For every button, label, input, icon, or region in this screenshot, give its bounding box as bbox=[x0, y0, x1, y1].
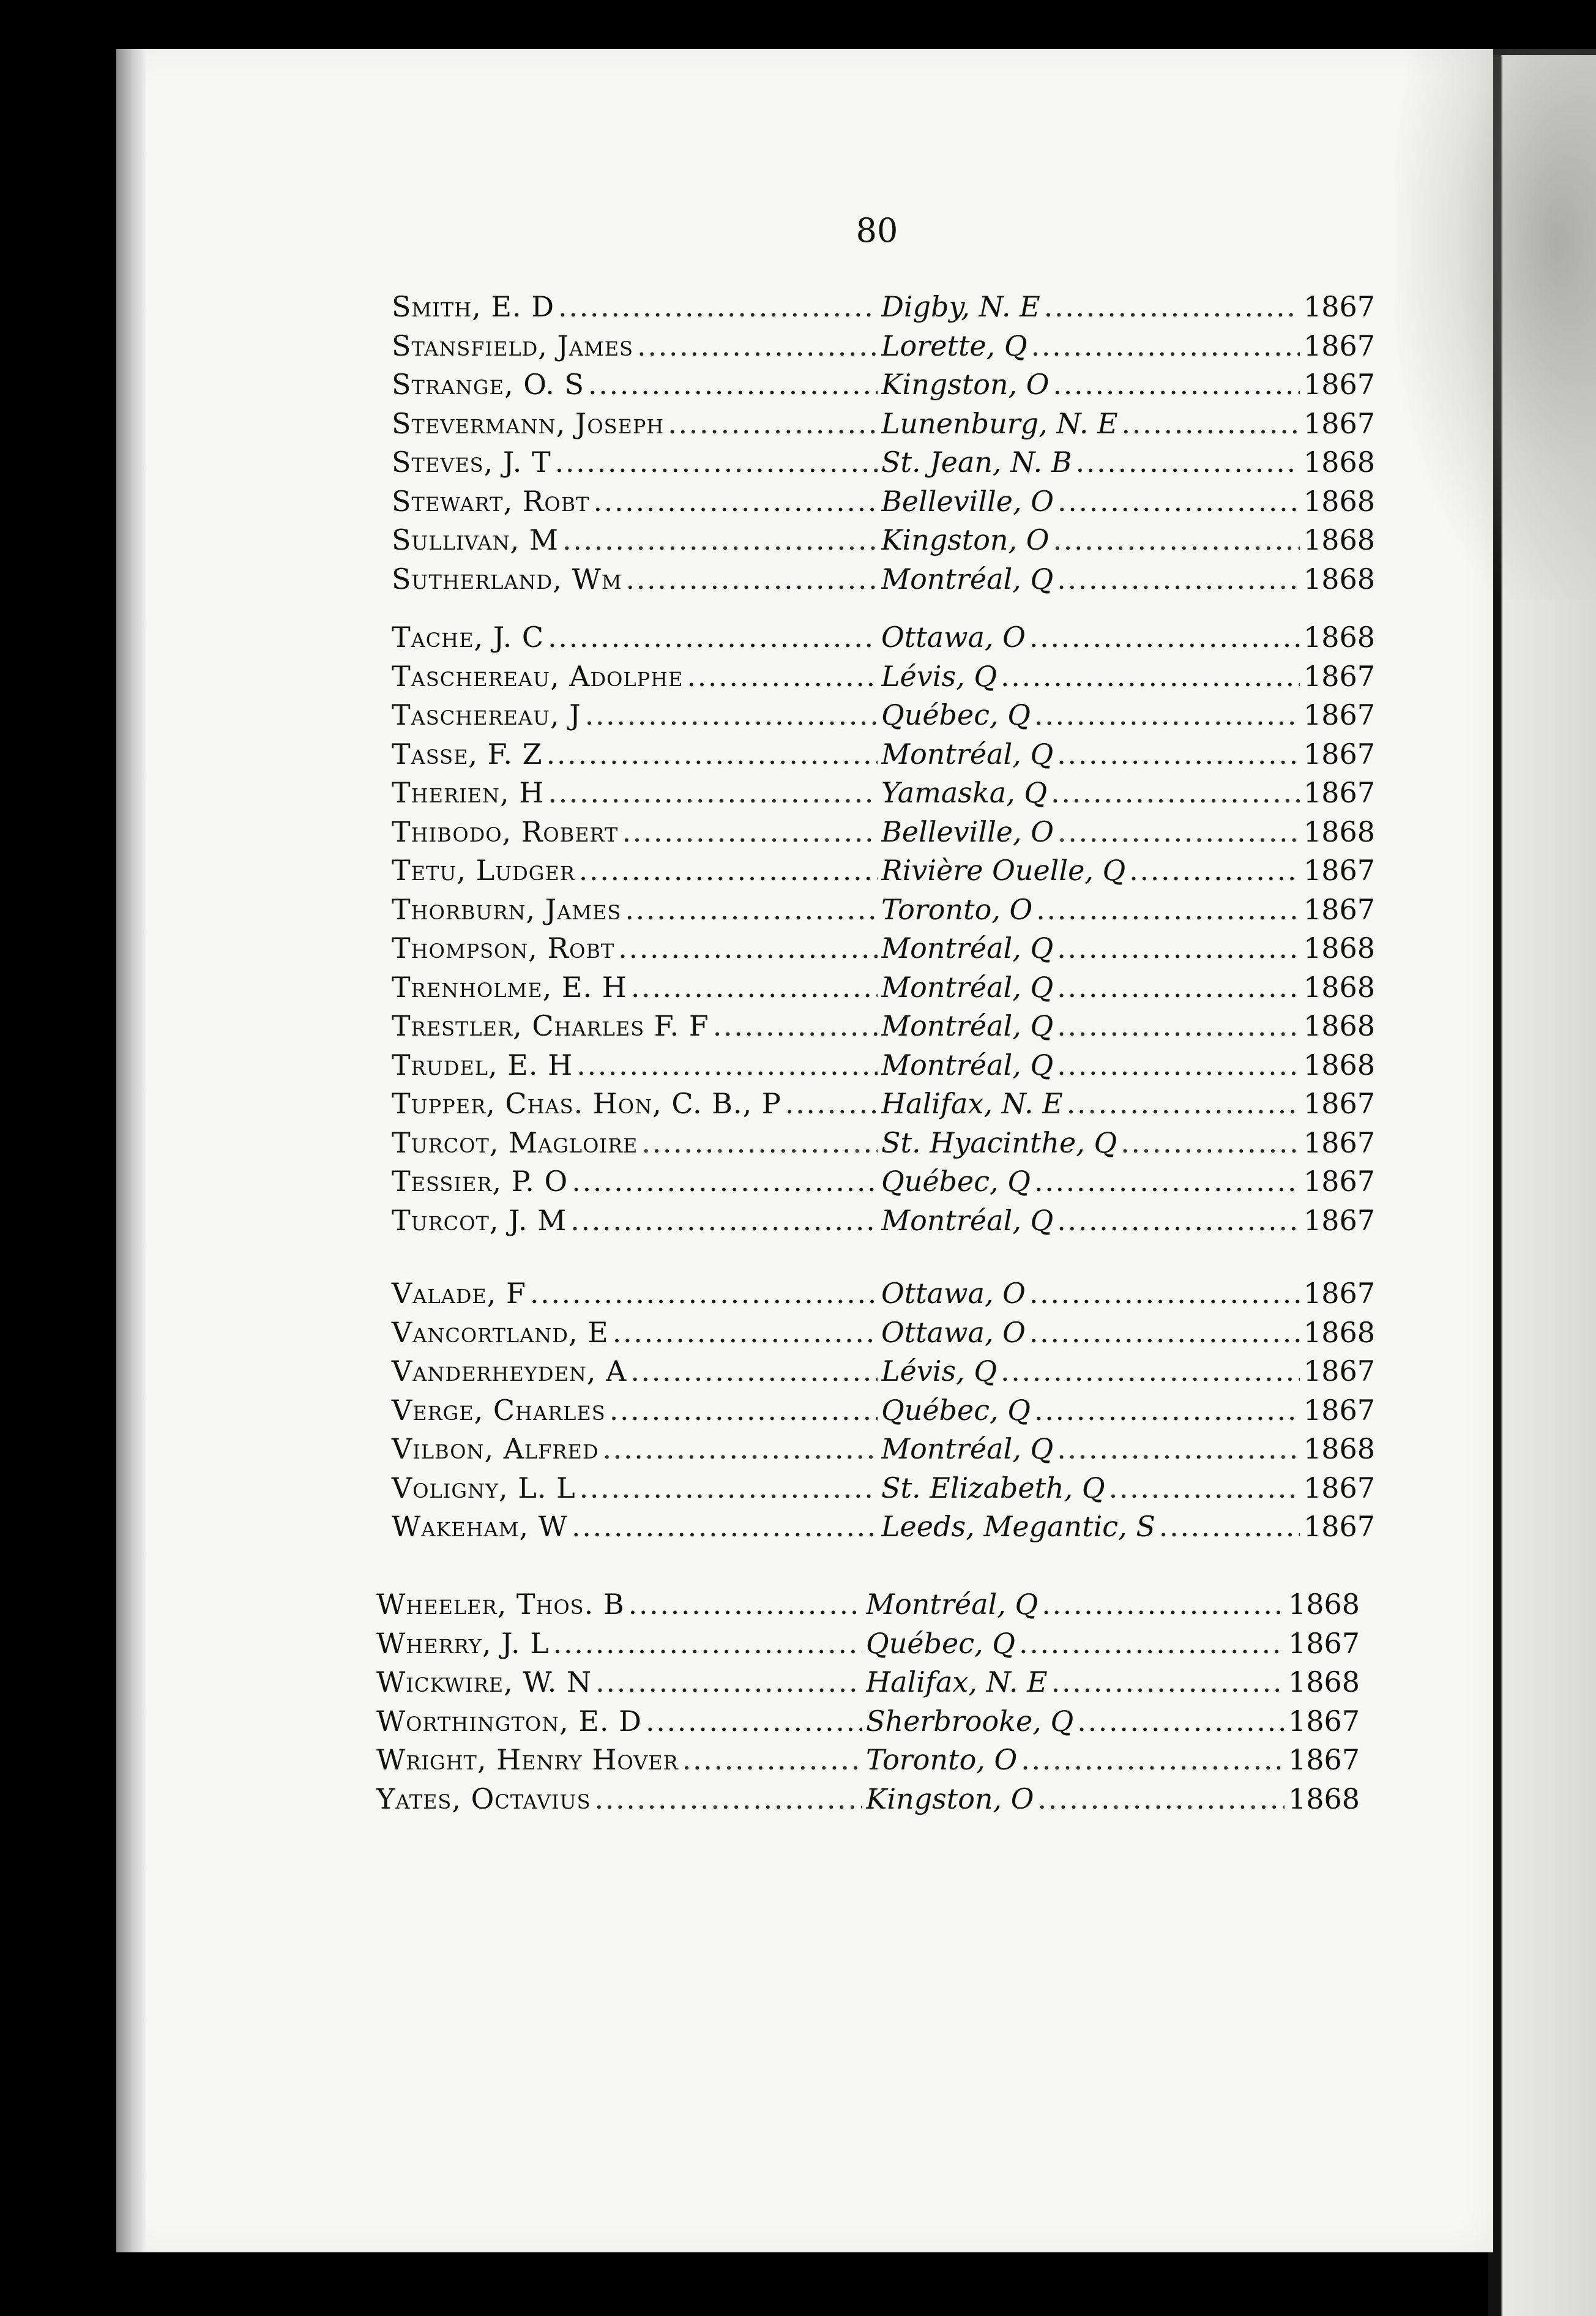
member-place: Montréal, Q bbox=[881, 1009, 1054, 1042]
list-item bbox=[392, 1274, 1376, 1313]
member-place: Québec, Q bbox=[881, 698, 1031, 731]
dot-leader bbox=[1034, 1391, 1300, 1430]
member-name: Wakeham, W bbox=[392, 1510, 568, 1543]
dot-leader bbox=[625, 891, 878, 930]
list-item bbox=[392, 1430, 1376, 1469]
dot-leader bbox=[631, 968, 878, 1007]
dot-leader bbox=[1122, 405, 1300, 444]
dot-leader bbox=[579, 851, 878, 891]
list-item bbox=[392, 1352, 1376, 1391]
place-column bbox=[881, 618, 1303, 657]
place-column bbox=[881, 1352, 1303, 1391]
list-item bbox=[392, 618, 1376, 657]
member-place: St. Elizabeth, Q bbox=[881, 1471, 1105, 1504]
place-column bbox=[881, 1507, 1303, 1547]
place-column bbox=[881, 891, 1303, 930]
member-place: Belleville, O bbox=[881, 484, 1054, 518]
dot-leader bbox=[562, 521, 878, 560]
place-column bbox=[866, 1663, 1288, 1702]
member-place: Toronto, O bbox=[866, 1743, 1018, 1776]
member-place: Rivière Ouelle, Q bbox=[881, 854, 1126, 887]
list-item bbox=[392, 657, 1376, 697]
place-column bbox=[881, 1469, 1303, 1508]
dot-leader bbox=[610, 1391, 878, 1430]
dot-leader bbox=[1038, 1780, 1285, 1819]
dot-leader bbox=[1053, 521, 1300, 560]
member-name: Tupper, Chas. Hon, C. B., P bbox=[392, 1087, 781, 1120]
list-item bbox=[392, 560, 1376, 599]
member-year: 1867 bbox=[1303, 368, 1376, 401]
dot-leader bbox=[1029, 1313, 1300, 1353]
member-name: Taschereau, J bbox=[392, 698, 581, 731]
dot-leader bbox=[572, 1507, 878, 1547]
member-name: Thibodo, Robert bbox=[392, 815, 619, 848]
place-column bbox=[881, 443, 1303, 482]
member-place: Kingston, O bbox=[881, 523, 1050, 556]
list-item bbox=[376, 1702, 1360, 1741]
member-place: Halifax, N. E bbox=[881, 1087, 1063, 1120]
member-year: 1868 bbox=[1303, 621, 1376, 654]
dot-leader bbox=[576, 1046, 878, 1085]
dot-leader bbox=[785, 1085, 878, 1124]
member-name: Wickwire, W. N bbox=[376, 1665, 592, 1698]
list-item bbox=[392, 1507, 1376, 1547]
member-year: 1867 bbox=[1303, 1165, 1376, 1198]
member-name: Voligny, L. L bbox=[392, 1471, 576, 1504]
member-name: Wright, Henry Hover bbox=[376, 1743, 679, 1776]
member-year: 1868 bbox=[1288, 1782, 1360, 1815]
dot-leader bbox=[1034, 696, 1300, 735]
member-place: Montréal, Q bbox=[881, 1432, 1054, 1465]
dot-leader bbox=[588, 365, 878, 405]
place-column bbox=[866, 1780, 1288, 1819]
member-year: 1867 bbox=[1303, 1203, 1376, 1237]
place-column bbox=[881, 1313, 1303, 1353]
dot-leader bbox=[1051, 1663, 1285, 1702]
member-name: Stevermann, Joseph bbox=[392, 406, 665, 440]
list-item bbox=[392, 521, 1376, 560]
dot-leader bbox=[546, 735, 878, 774]
member-name: Steves, J. T bbox=[392, 446, 551, 479]
place-column bbox=[866, 1585, 1288, 1624]
member-year: 1868 bbox=[1303, 932, 1376, 965]
section-s bbox=[392, 288, 1376, 599]
dot-leader bbox=[595, 1780, 862, 1819]
member-name: Taschereau, Adolphe bbox=[392, 659, 684, 693]
dot-leader bbox=[572, 1162, 878, 1201]
dot-leader bbox=[1031, 327, 1300, 366]
member-place: Lévis, Q bbox=[881, 1354, 998, 1388]
dot-leader bbox=[1057, 1007, 1300, 1046]
place-column bbox=[881, 968, 1303, 1007]
member-year: 1867 bbox=[1288, 1743, 1360, 1776]
member-name: Stansfield, James bbox=[392, 329, 634, 362]
dot-leader bbox=[593, 482, 878, 521]
dot-leader bbox=[713, 1007, 878, 1046]
member-name: Trenholme, E. H bbox=[392, 970, 627, 1004]
adjacent-page-edge bbox=[1488, 55, 1596, 2316]
member-year: 1868 bbox=[1288, 1665, 1360, 1698]
dot-leader bbox=[1121, 1124, 1300, 1163]
place-column bbox=[881, 521, 1303, 560]
place-column bbox=[881, 1274, 1303, 1313]
list-item bbox=[392, 774, 1376, 813]
section-v-w bbox=[392, 1274, 1376, 1547]
member-name: Sullivan, M bbox=[392, 523, 559, 556]
place-column bbox=[866, 1702, 1288, 1741]
dot-leader bbox=[1036, 891, 1300, 930]
place-column bbox=[881, 1085, 1303, 1124]
member-place: Toronto, O bbox=[881, 892, 1033, 926]
dot-leader bbox=[618, 929, 878, 968]
list-item bbox=[392, 735, 1376, 774]
dot-leader bbox=[1057, 813, 1300, 852]
member-name: Trestler, Charles F. F bbox=[392, 1009, 709, 1042]
member-place: Lorette, Q bbox=[881, 329, 1027, 362]
dot-leader bbox=[585, 696, 878, 735]
dot-leader bbox=[1053, 365, 1300, 405]
dot-leader bbox=[1001, 657, 1300, 697]
list-item bbox=[392, 851, 1376, 891]
dot-leader bbox=[622, 813, 878, 852]
place-column bbox=[881, 1391, 1303, 1430]
dot-leader bbox=[555, 443, 878, 482]
member-year: 1868 bbox=[1303, 1432, 1376, 1465]
list-item bbox=[392, 1391, 1376, 1430]
place-column bbox=[881, 327, 1303, 366]
member-year: 1868 bbox=[1303, 1009, 1376, 1042]
list-item bbox=[376, 1741, 1360, 1780]
member-name: Tasse, F. Z bbox=[392, 737, 543, 771]
member-name: Sutherland, Wm bbox=[392, 562, 622, 596]
member-name: Smith, E. D bbox=[392, 290, 555, 323]
dot-leader bbox=[1077, 1702, 1285, 1741]
member-year: 1867 bbox=[1303, 1393, 1376, 1427]
place-column bbox=[881, 288, 1303, 327]
dot-leader bbox=[602, 1430, 878, 1469]
member-place: Ottawa, O bbox=[881, 1315, 1026, 1349]
section-t bbox=[392, 618, 1376, 1240]
member-year: 1867 bbox=[1303, 892, 1376, 926]
member-year: 1867 bbox=[1303, 854, 1376, 887]
member-year: 1867 bbox=[1303, 1354, 1376, 1388]
member-name: Tessier, P. O bbox=[392, 1165, 569, 1198]
place-column bbox=[881, 813, 1303, 852]
section-w-y bbox=[376, 1585, 1360, 1818]
dot-leader bbox=[1057, 929, 1300, 968]
member-year: 1867 bbox=[1303, 737, 1376, 771]
dot-leader bbox=[1067, 1085, 1300, 1124]
place-column bbox=[881, 1046, 1303, 1085]
member-name: Wherry, J. L bbox=[376, 1626, 550, 1660]
member-year: 1867 bbox=[1288, 1626, 1360, 1660]
place-column bbox=[881, 365, 1303, 405]
member-name: Trudel, E. H bbox=[392, 1048, 573, 1081]
dot-leader bbox=[1159, 1507, 1300, 1547]
list-item bbox=[376, 1663, 1360, 1702]
member-year: 1868 bbox=[1303, 815, 1376, 848]
place-column bbox=[881, 657, 1303, 697]
place-column bbox=[881, 1430, 1303, 1469]
member-name: Turcot, J. M bbox=[392, 1203, 567, 1237]
member-place: St. Jean, N. B bbox=[881, 446, 1072, 479]
member-name: Thorburn, James bbox=[392, 892, 622, 926]
list-item bbox=[392, 405, 1376, 444]
member-place: Digby, N. E bbox=[881, 290, 1040, 323]
member-year: 1867 bbox=[1303, 290, 1376, 323]
member-year: 1868 bbox=[1303, 1048, 1376, 1081]
list-item bbox=[392, 1162, 1376, 1201]
dot-leader bbox=[580, 1469, 878, 1508]
dot-leader bbox=[687, 657, 878, 697]
member-year: 1867 bbox=[1303, 1510, 1376, 1543]
dot-leader bbox=[1042, 1585, 1285, 1624]
list-item bbox=[392, 288, 1376, 327]
member-name: Wheeler, Thos. B bbox=[376, 1588, 625, 1621]
member-place: Montréal, Q bbox=[881, 970, 1054, 1004]
place-column bbox=[881, 735, 1303, 774]
dot-leader bbox=[637, 327, 878, 366]
member-name: Strange, O. S bbox=[392, 368, 584, 401]
dot-leader bbox=[668, 405, 878, 444]
dot-leader bbox=[626, 560, 878, 599]
member-name: Thompson, Robt bbox=[392, 932, 615, 965]
list-item bbox=[392, 1046, 1376, 1085]
member-year: 1867 bbox=[1303, 1471, 1376, 1504]
list-item bbox=[392, 891, 1376, 930]
dot-leader bbox=[1057, 1430, 1300, 1469]
member-place: Montréal, Q bbox=[881, 932, 1054, 965]
page-gutter-shadow bbox=[116, 49, 146, 2252]
list-item bbox=[392, 968, 1376, 1007]
member-year: 1868 bbox=[1303, 562, 1376, 596]
member-year: 1868 bbox=[1303, 523, 1376, 556]
member-year: 1868 bbox=[1303, 970, 1376, 1004]
place-column bbox=[881, 851, 1303, 891]
list-item bbox=[392, 1313, 1376, 1353]
place-column bbox=[881, 774, 1303, 813]
place-column bbox=[881, 1007, 1303, 1046]
member-place: Yamaska, Q bbox=[881, 776, 1048, 809]
list-item bbox=[376, 1585, 1360, 1624]
dot-leader bbox=[1057, 735, 1300, 774]
member-year: 1867 bbox=[1303, 698, 1376, 731]
place-column bbox=[866, 1624, 1288, 1664]
dot-leader bbox=[570, 1201, 878, 1241]
place-column bbox=[881, 1124, 1303, 1163]
member-place: Ottawa, O bbox=[881, 1277, 1026, 1310]
member-place: Lunenburg, N. E bbox=[881, 406, 1118, 440]
dot-leader bbox=[1057, 1046, 1300, 1085]
list-item bbox=[392, 696, 1376, 735]
dot-leader bbox=[1021, 1741, 1285, 1780]
member-year: 1867 bbox=[1303, 776, 1376, 809]
member-place: Sherbrooke, Q bbox=[866, 1704, 1074, 1738]
list-item bbox=[392, 929, 1376, 968]
member-year: 1867 bbox=[1303, 1126, 1376, 1159]
member-name: Vilbon, Alfred bbox=[392, 1432, 599, 1465]
member-year: 1868 bbox=[1303, 484, 1376, 518]
member-place: Québec, Q bbox=[881, 1393, 1031, 1427]
member-year: 1867 bbox=[1288, 1704, 1360, 1738]
member-year: 1868 bbox=[1303, 1315, 1376, 1349]
list-item bbox=[376, 1780, 1360, 1819]
list-item bbox=[392, 1201, 1376, 1241]
member-year: 1868 bbox=[1303, 446, 1376, 479]
dot-leader bbox=[682, 1741, 862, 1780]
dot-leader bbox=[641, 1124, 878, 1163]
dot-leader bbox=[1034, 1162, 1300, 1201]
member-name: Vancortland, E bbox=[392, 1315, 609, 1349]
dot-leader bbox=[548, 774, 878, 813]
list-item bbox=[392, 1085, 1376, 1124]
member-name: Yates, Octavius bbox=[376, 1782, 591, 1815]
dot-leader bbox=[1076, 443, 1300, 482]
list-item bbox=[392, 813, 1376, 852]
dot-leader bbox=[628, 1585, 862, 1624]
dot-leader bbox=[553, 1624, 862, 1664]
member-year: 1867 bbox=[1303, 329, 1376, 362]
list-item bbox=[392, 1007, 1376, 1046]
member-place: Kingston, O bbox=[866, 1782, 1034, 1815]
dot-leader bbox=[630, 1352, 878, 1391]
dot-leader bbox=[1019, 1624, 1285, 1664]
member-place: Montréal, Q bbox=[881, 737, 1054, 771]
list-item bbox=[376, 1624, 1360, 1664]
dot-leader bbox=[530, 1274, 878, 1313]
member-place: Montréal, Q bbox=[866, 1588, 1039, 1621]
member-place: Montréal, Q bbox=[881, 1203, 1054, 1237]
dot-leader bbox=[558, 288, 878, 327]
member-place: Lévis, Q bbox=[881, 659, 998, 693]
page-number: 80 bbox=[856, 211, 898, 250]
dot-leader bbox=[1057, 968, 1300, 1007]
member-place: Belleville, O bbox=[881, 815, 1054, 848]
member-place: Halifax, N. E bbox=[866, 1665, 1048, 1698]
place-column bbox=[881, 696, 1303, 735]
dot-leader bbox=[1001, 1352, 1300, 1391]
place-column bbox=[881, 1201, 1303, 1241]
dot-leader bbox=[1029, 1274, 1300, 1313]
dot-leader bbox=[1044, 288, 1300, 327]
member-name: Valade, F bbox=[392, 1277, 526, 1310]
member-place: Québec, Q bbox=[881, 1165, 1031, 1198]
member-place: Montréal, Q bbox=[881, 562, 1054, 596]
place-column bbox=[866, 1741, 1288, 1780]
dot-leader bbox=[1109, 1469, 1300, 1508]
member-name: Worthington, E. D bbox=[376, 1704, 643, 1738]
list-item bbox=[392, 1469, 1376, 1508]
member-year: 1867 bbox=[1303, 1277, 1376, 1310]
member-name: Stewart, Robt bbox=[392, 484, 590, 518]
dot-leader bbox=[595, 1663, 862, 1702]
dot-leader bbox=[548, 618, 878, 657]
dot-leader bbox=[1057, 1201, 1300, 1241]
dot-leader bbox=[646, 1702, 862, 1741]
member-place: Leeds, Megantic, S bbox=[881, 1510, 1155, 1543]
member-name: Therien, H bbox=[392, 776, 545, 809]
place-column bbox=[881, 929, 1303, 968]
dot-leader bbox=[1129, 851, 1300, 891]
member-name: Tetu, Ludger bbox=[392, 854, 575, 887]
member-place: Québec, Q bbox=[866, 1626, 1015, 1660]
member-name: Tache, J. C bbox=[392, 621, 545, 654]
member-place: Ottawa, O bbox=[881, 621, 1026, 654]
member-name: Verge, Charles bbox=[392, 1393, 606, 1427]
dot-leader bbox=[1051, 774, 1300, 813]
member-place: Montréal, Q bbox=[881, 1048, 1054, 1081]
list-item bbox=[392, 1124, 1376, 1163]
dot-leader bbox=[1057, 482, 1300, 521]
place-column bbox=[881, 482, 1303, 521]
dot-leader bbox=[1057, 560, 1300, 599]
place-column bbox=[881, 405, 1303, 444]
list-item bbox=[392, 482, 1376, 521]
member-place: Kingston, O bbox=[881, 368, 1050, 401]
dot-leader bbox=[1029, 618, 1300, 657]
member-place: St. Hyacinthe, Q bbox=[881, 1126, 1117, 1159]
member-name: Turcot, Magloire bbox=[392, 1126, 638, 1159]
place-column bbox=[881, 560, 1303, 599]
list-item bbox=[392, 365, 1376, 405]
member-year: 1867 bbox=[1303, 406, 1376, 440]
member-name: Vanderheyden, A bbox=[392, 1354, 627, 1388]
member-year: 1867 bbox=[1303, 1087, 1376, 1120]
dot-leader bbox=[613, 1313, 878, 1353]
list-item bbox=[392, 327, 1376, 366]
list-item bbox=[392, 443, 1376, 482]
member-year: 1867 bbox=[1303, 659, 1376, 693]
member-year: 1868 bbox=[1288, 1588, 1360, 1621]
place-column bbox=[881, 1162, 1303, 1201]
